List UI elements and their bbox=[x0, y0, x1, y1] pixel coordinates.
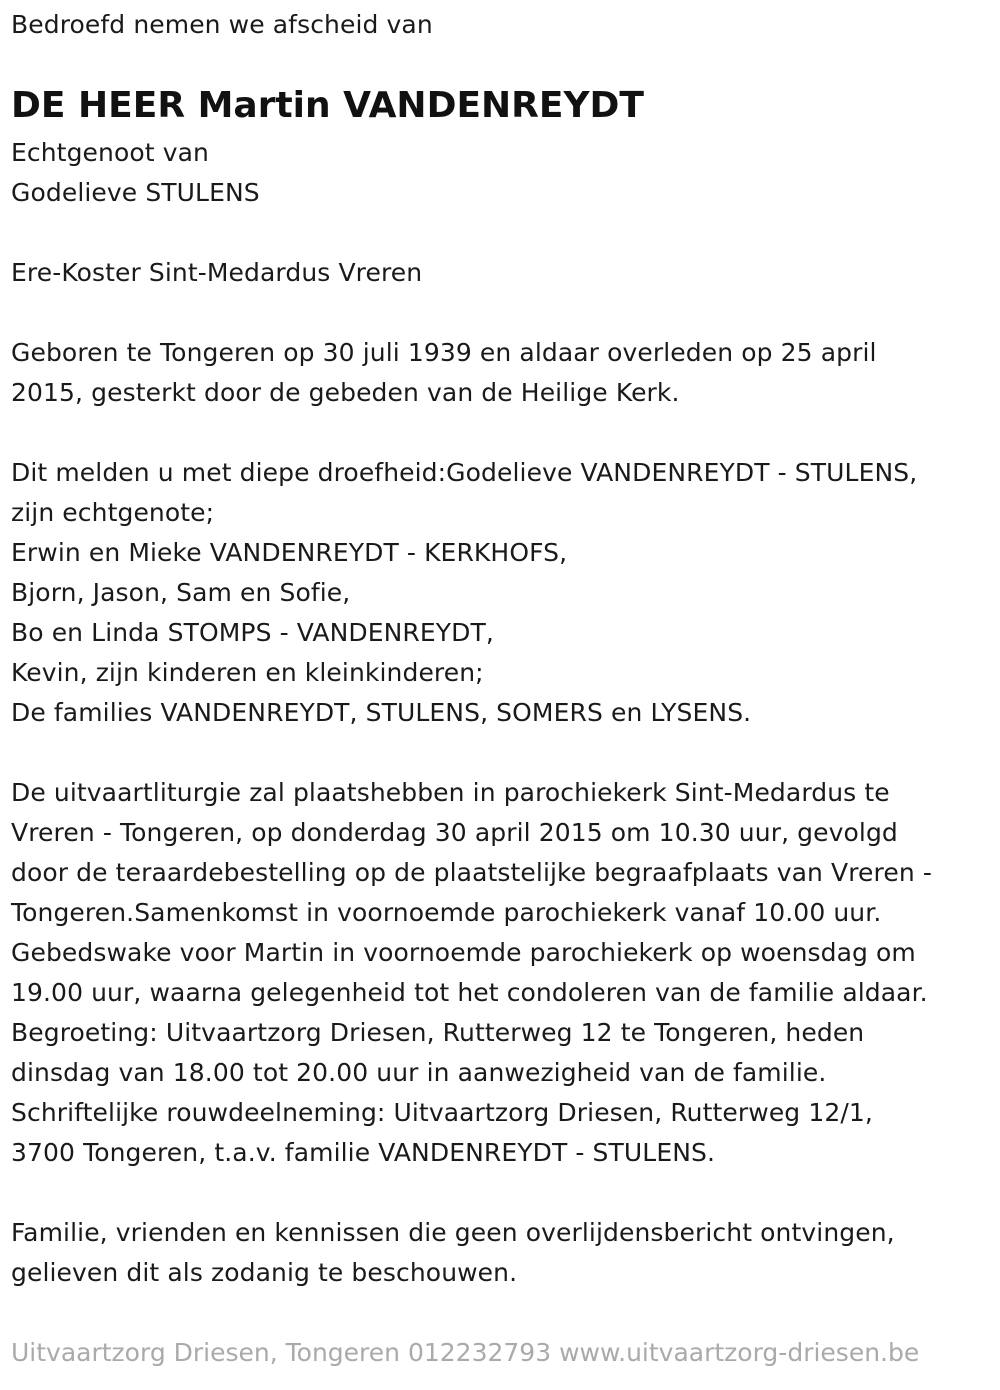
closing-line: Familie, vrienden en kennissen die geen overlijdensbericht ontvingen, bbox=[11, 1218, 895, 1247]
service-line: De uitvaartliturgie zal plaatshebben in parochiekerk Sint-Medardus te bbox=[11, 778, 890, 807]
footer-phone: 012232793 bbox=[407, 1338, 552, 1367]
service-line: dinsdag van 18.00 tot 20.00 uur in aanwezigheid van de familie. bbox=[11, 1058, 827, 1087]
service-line: 19.00 uur, waarna gelegenheid tot het condoleren van de familie aldaar. bbox=[11, 978, 928, 1007]
closing-block bbox=[11, 1213, 895, 1293]
family-line: zijn echtgenote; bbox=[11, 498, 215, 527]
spouse-line: Echtgenoot van bbox=[11, 138, 209, 167]
deceased-name: DE HEER Martin VANDENREYDT bbox=[11, 85, 644, 126]
service-line: Begroeting: Uitvaartzorg Driesen, Rutterweg 12 te Tongeren, heden bbox=[11, 1018, 865, 1047]
family-block bbox=[11, 453, 917, 733]
intro-text: Bedroefd nemen we afscheid van bbox=[11, 10, 433, 39]
service-line: Vreren - Tongeren, op donderdag 30 april 2015 om 10.30 uur, gevolgd bbox=[11, 818, 898, 847]
family-line: Dit melden u met diepe droefheid:Godelieve VANDENREYDT - STULENS, bbox=[11, 458, 918, 487]
family-line: Bo en Linda STOMPS - VANDENREYDT, bbox=[11, 618, 494, 647]
spouse-block bbox=[11, 133, 260, 213]
birth-death-block bbox=[11, 333, 877, 413]
service-line: Schriftelijke rouwdeelneming: Uitvaartzorg Driesen, Rutterweg 12/1, bbox=[11, 1098, 873, 1127]
closing-line: gelieven dit als zodanig te beschouwen. bbox=[11, 1258, 518, 1287]
footer-website: www.uitvaartzorg-driesen.be bbox=[559, 1338, 920, 1367]
spouse-line: Godelieve STULENS bbox=[11, 178, 260, 207]
birth-death-line: 2015, gesterkt door de gebeden van de Heilige Kerk. bbox=[11, 378, 680, 407]
service-line: 3700 Tongeren, t.a.v. familie VANDENREYDT - STULENS. bbox=[11, 1138, 716, 1167]
honorary-title-block bbox=[11, 253, 422, 293]
family-line: De families VANDENREYDT, STULENS, SOMERS en LYSENS. bbox=[11, 698, 752, 727]
family-line: Erwin en Mieke VANDENREYDT - KERKHOFS, bbox=[11, 538, 568, 567]
family-line: Kevin, zijn kinderen en kleinkinderen; bbox=[11, 658, 484, 687]
birth-death-line: Geboren te Tongeren op 30 juli 1939 en aldaar overleden op 25 april bbox=[11, 338, 877, 367]
honorary-title: Ere-Koster Sint-Medardus Vreren bbox=[11, 258, 423, 287]
footer bbox=[11, 1333, 919, 1373]
service-line: Tongeren.Samenkomst in voornoemde parochiekerk vanaf 10.00 uur. bbox=[11, 898, 882, 927]
footer-company: Uitvaartzorg Driesen, Tongeren bbox=[11, 1338, 401, 1367]
service-line: Gebedswake voor Martin in voornoemde parochiekerk op woensdag om bbox=[11, 938, 916, 967]
service-line: door de teraardebestelling op de plaatstelijke begraafplaats van Vreren - bbox=[11, 858, 932, 887]
funeral-service-block bbox=[11, 773, 932, 1173]
family-line: Bjorn, Jason, Sam en Sofie, bbox=[11, 578, 351, 607]
